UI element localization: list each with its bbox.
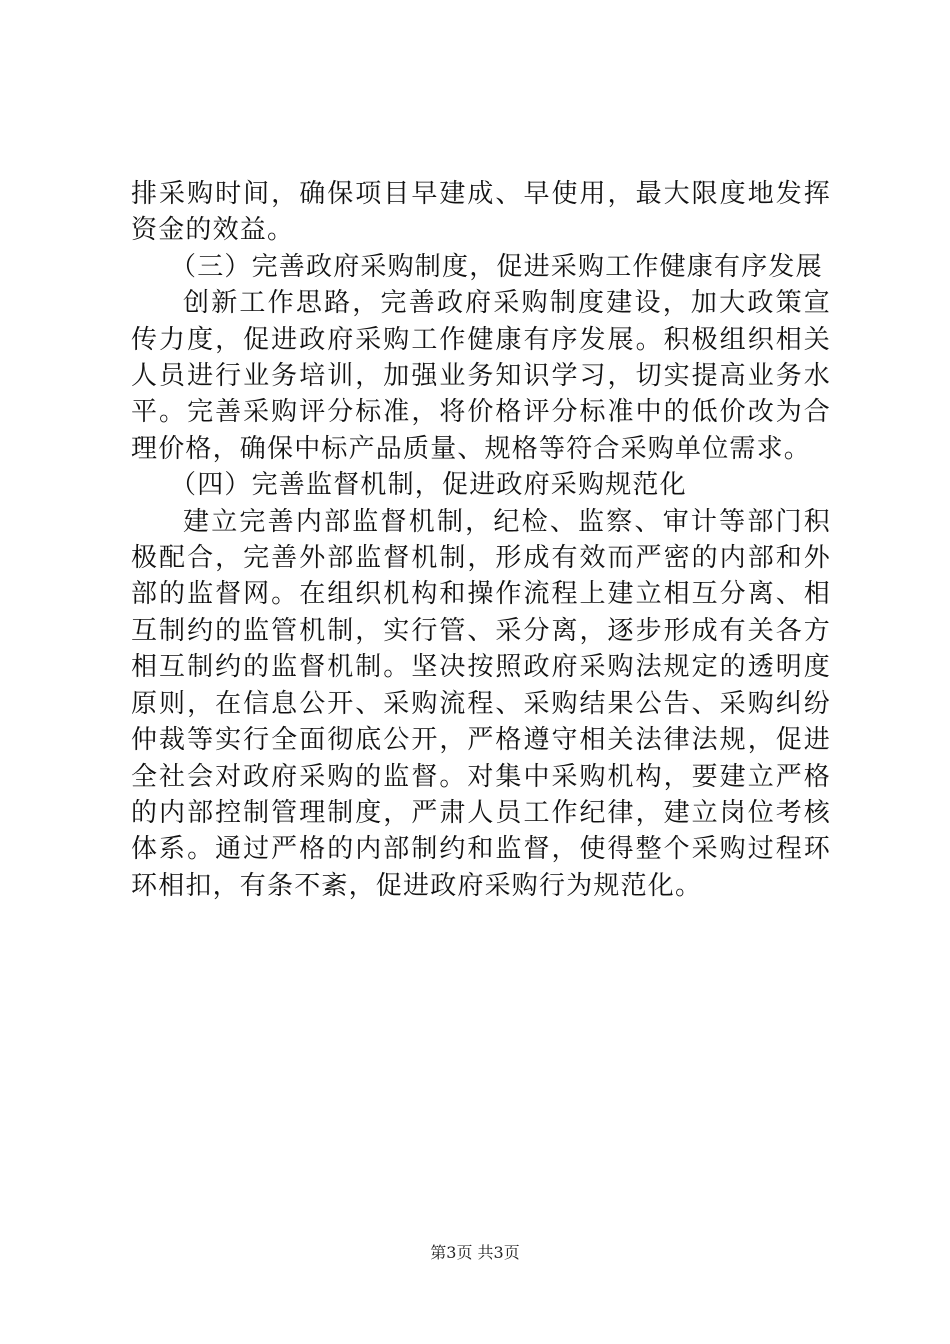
document-body [131, 176, 831, 904]
paragraph-section-3: 创新工作思路，完善政府采购制度建设，加大政策宣传力度，促进政府采购工作健康有序发展。积极组织相关人员进行业务培训，加强业务知识学习，切实提高业务水平。完善采购评分标准，将价格评分标准中的低价改为合理价格，确保中标产品质量、规格等符合采购单位需求。 [131, 288, 831, 464]
paragraph-section-4: 建立完善内部监督机制，纪检、监察、审计等部门积极配合，完善外部监督机制，形成有效而严密的内部和外部的监督网。在组织机构和操作流程上建立相互分离、相互制约的监管机制，实行管、采分离，逐步形成有关各方相互制约的监督机制。坚决按照政府采购法规定的透明度原则，在信息公开、采购流程、采购结果公告、采购纠纷仲裁等实行全面彻底公开，严格遵守相关法律法规，促进全社会对政府采购的监督。对集中采购机构，要建立严格的内部控制管理制度，严肃人员工作纪律，建立岗位考核体系。通过严格的内部制约和监督，使得整个采购过程环环相扣，有条不紊，促进政府采购行为规范化。 [131, 506, 831, 901]
section-heading-3: （三）完善政府采购制度，促进采购工作健康有序发展 [170, 251, 823, 282]
section-heading-4: （四）完善监督机制，促进政府采购规范化 [170, 470, 687, 501]
page-footer: 第3页 共3页 [430, 1243, 520, 1262]
paragraph-continuation: 排采购时间，确保项目早建成、早使用，最大限度地发挥资金的效益。 [131, 179, 831, 246]
